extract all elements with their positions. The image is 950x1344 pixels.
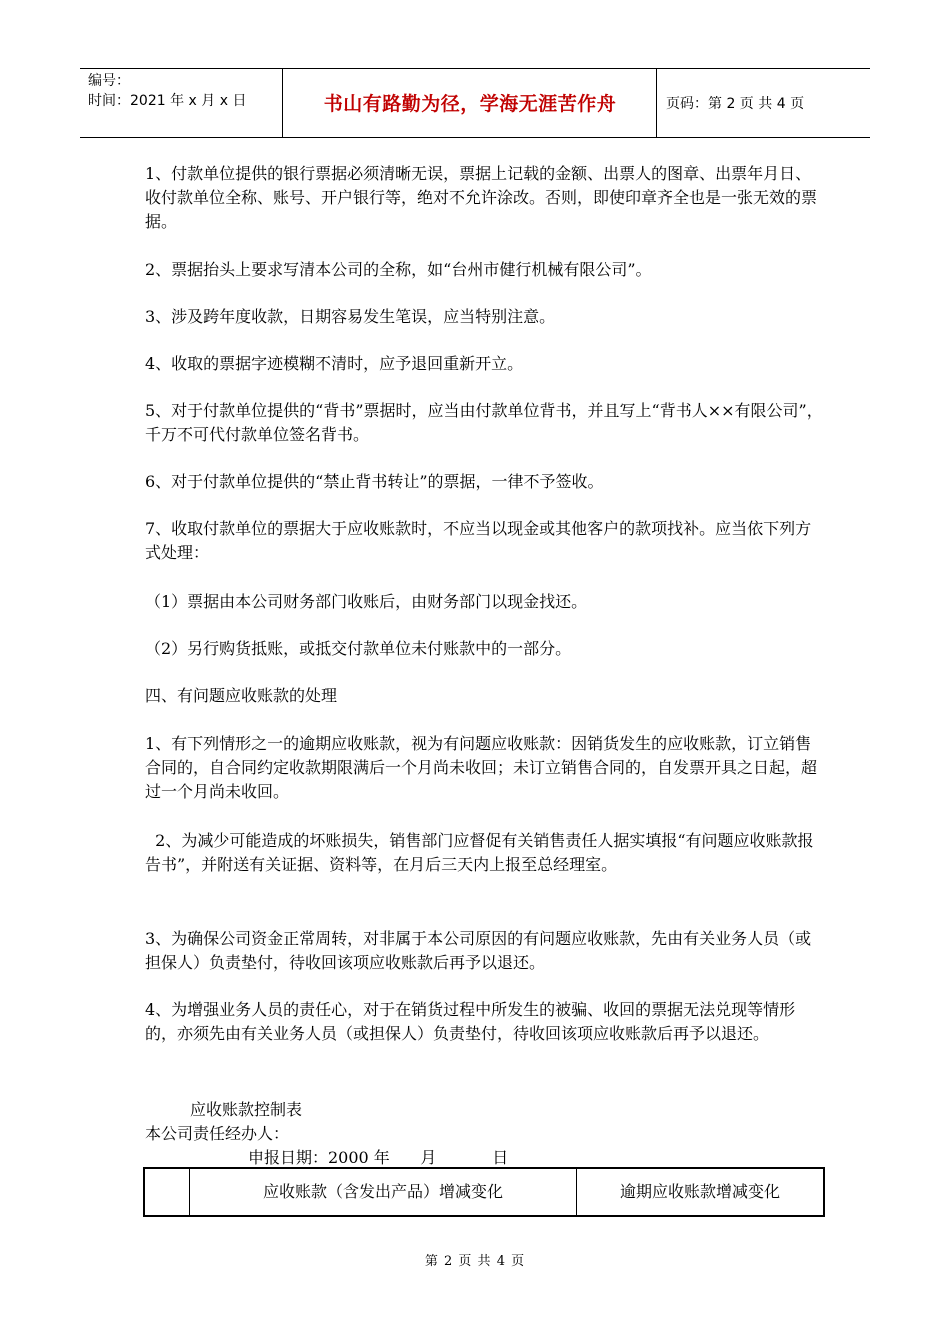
header-meta <box>88 71 246 111</box>
body-paragraph: 1、付款单位提供的银行票据必须清晰无误，票据上记载的金额、出票人的图章、出票年月日、收付款单位全称、账号、开户银行等，绝对不允许涂改。否则，即使印章齐全也是一张无效的票据。 <box>145 164 818 231</box>
body-paragraph: 3、涉及跨年度收款，日期容易发生笔误，应当特别注意。 <box>145 307 556 326</box>
body-paragraph: 4、为增强业务人员的责任心，对于在销货过程中所发生的被骗、收回的票据无法兑现等情形的，亦须先由有关业务人员（或担保人）负责垫付，待收回该项应收账款后再予以退还。 <box>145 1000 796 1043</box>
table-header-receivables: 应收账款（含发出产品）增减变化 <box>190 1169 577 1215</box>
header-divider <box>656 69 657 137</box>
body-paragraph: 1、有下列情形之一的逾期应收账款，视为有问题应收账款：因销货发生的应收账款，订立销售合同的，自合同约定收款期限满后一个月尚未收回；未订立销售合同的，自发票开具之日起，超过一个月尚未收回。 <box>145 734 818 801</box>
page-footer: 第 2 页 共 4 页 <box>424 1254 526 1269</box>
document-time-label: 时间：2021 年 x 月 x 日 <box>88 93 247 109</box>
section-heading: 四、有问题应收账款的处理 <box>145 686 338 705</box>
header-motto: 书山有路勤为径，学海无涯苦作舟 <box>323 93 617 115</box>
body-paragraph: 2、为减少可能造成的坏账损失，销售部门应督促有关销售责任人据实填报“有问题应收账款报告书”，并附送有关证据、资料等，在月后三天内上报至总经理室。 <box>145 831 814 874</box>
form-title: 应收账款控制表 <box>190 1100 303 1119</box>
document-number-label: 编号： <box>88 73 130 89</box>
header-divider <box>282 69 283 137</box>
table-cell-empty <box>145 1169 190 1215</box>
header-page-code: 页码：第 2 页 共 4 页 <box>666 96 805 112</box>
body-paragraph: （1）票据由本公司财务部门收账后，由财务部门以现金找还。 <box>145 592 588 611</box>
body-paragraph: 4、收取的票据字迹模糊不清时，应予退回重新开立。 <box>145 354 524 373</box>
table-header-overdue: 逾期应收账款增减变化 <box>619 1182 780 1201</box>
body-paragraph: 2、票据抬头上要求写清本公司的全称，如“台州市健行机械有限公司”。 <box>145 260 652 279</box>
body-paragraph: （2）另行购货抵账，或抵交付款单位未付账款中的一部分。 <box>145 639 572 658</box>
control-table <box>143 1167 825 1217</box>
form-org-label: 本公司责任经办人： <box>145 1124 290 1143</box>
body-paragraph: 3、为确保公司资金正常周转，对非属于本公司原因的有问题应收账款，先由有关业务人员（或担保人）负责垫付，待收回该项应收账款后再予以退还。 <box>145 929 812 972</box>
page-header <box>80 68 870 138</box>
body-paragraph: 5、对于付款单位提供的“背书”票据时，应当由付款单位背书，并且写上“背书人××有限公司”，千万不可代付款单位签名背书。 <box>145 401 823 444</box>
body-paragraph: 6、对于付款单位提供的“禁止背书转让”的票据，一律不予签收。 <box>145 472 604 491</box>
body-paragraph: 7、收取付款单位的票据大于应收账款时，不应当以现金或其他客户的款项找补。应当依下列方式处理： <box>145 519 812 562</box>
form-date-label: 申报日期：2000 年 月 日 <box>248 1148 509 1167</box>
